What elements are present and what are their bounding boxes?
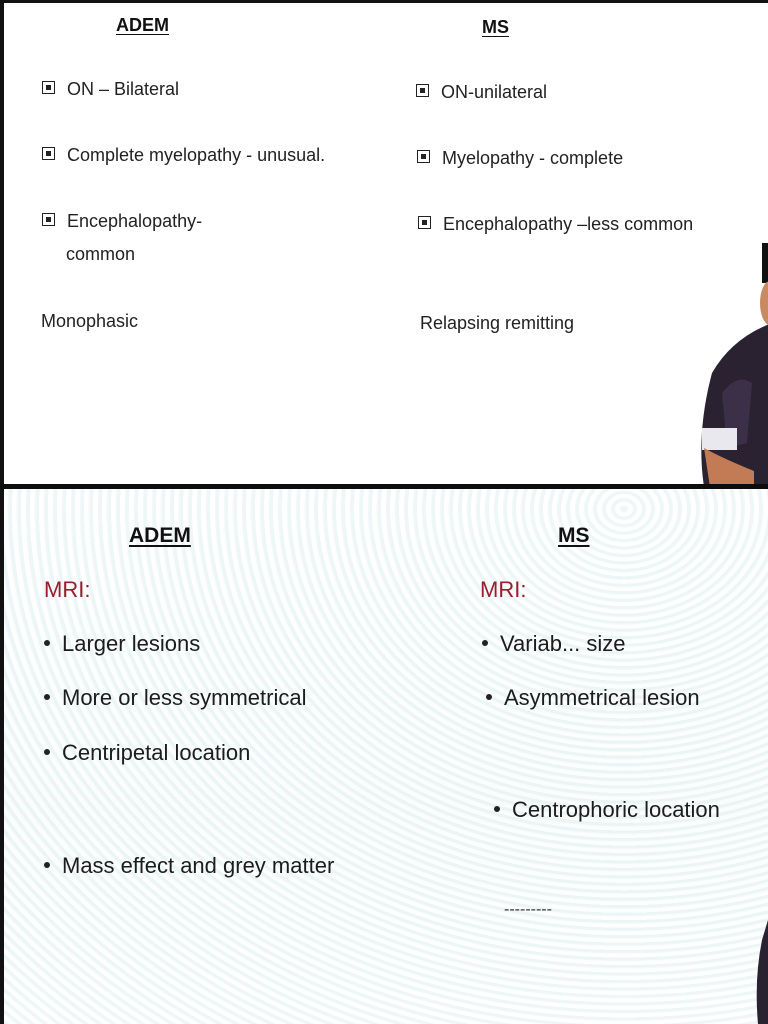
adem-heading: ADEM (116, 15, 169, 35)
adem-mri-label: MRI: (44, 577, 91, 602)
round-bullet-icon (44, 749, 50, 755)
presenter-video-overlay-edge (752, 920, 768, 1024)
ms-bullet-1-text: Variab... size (500, 631, 626, 656)
adem-bullet-1 (44, 631, 200, 657)
adem-item-1 (42, 79, 179, 100)
adem-item-1-text: ON – Bilateral (67, 79, 180, 99)
ms-heading: MS (482, 17, 509, 37)
adem-bullet-3 (44, 740, 250, 766)
round-bullet-icon (44, 862, 50, 868)
ms-bullet-2-text: Asymmetrical lesion (504, 685, 700, 710)
adem-bullet-3-text: Centripetal location (62, 740, 251, 765)
ms-trailing-dashes: --------- (504, 901, 552, 918)
adem-bullet-2-text: More or less symmetrical (62, 685, 307, 710)
adem-item-2 (42, 145, 325, 166)
ms-item-3 (418, 214, 693, 235)
ms-item-2-text: Myelopathy - complete (442, 148, 624, 168)
ms-bullet-1 (482, 631, 626, 657)
boxed-square-bullet-icon (418, 216, 431, 229)
boxed-square-bullet-icon (42, 213, 55, 226)
ms-heading-2: MS (558, 524, 590, 547)
adem-item-2-text: Complete myelopathy - unusual. (67, 145, 326, 165)
boxed-square-bullet-icon (42, 147, 55, 160)
round-bullet-icon (494, 806, 500, 812)
ms-item-2 (417, 148, 623, 169)
adem-course: Monophasic (41, 311, 139, 331)
presenter-video-overlay (692, 243, 768, 484)
boxed-square-bullet-icon (417, 150, 430, 163)
ms-bullet-3 (494, 797, 720, 823)
ms-item-3-text: Encephalopathy –less common (443, 214, 694, 234)
round-bullet-icon (44, 640, 50, 646)
ms-mri-label: MRI: (480, 577, 527, 602)
slide-bottom (0, 489, 768, 1024)
adem-item-3-continuation: common (66, 244, 136, 264)
adem-item-3-text: Encephalopathy- (67, 211, 203, 231)
ms-item-1 (416, 82, 547, 103)
adem-bullet-4 (44, 853, 334, 879)
adem-bullet-2 (44, 685, 306, 711)
ms-course: Relapsing remitting (420, 313, 575, 333)
ms-bullet-2 (486, 685, 700, 711)
boxed-square-bullet-icon (416, 84, 429, 97)
adem-heading-2: ADEM (129, 524, 191, 547)
adem-item-3 (42, 211, 202, 232)
ms-bullet-3-text: Centrophoric location (512, 797, 720, 822)
adem-bullet-4-text: Mass effect and grey matter (62, 853, 335, 878)
slide-top (0, 0, 768, 484)
adem-bullet-1-text: Larger lesions (62, 631, 201, 656)
boxed-square-bullet-icon (42, 81, 55, 94)
round-bullet-icon (482, 640, 488, 646)
round-bullet-icon (44, 694, 50, 700)
ms-item-1-text: ON-unilateral (441, 82, 548, 102)
round-bullet-icon (486, 694, 492, 700)
